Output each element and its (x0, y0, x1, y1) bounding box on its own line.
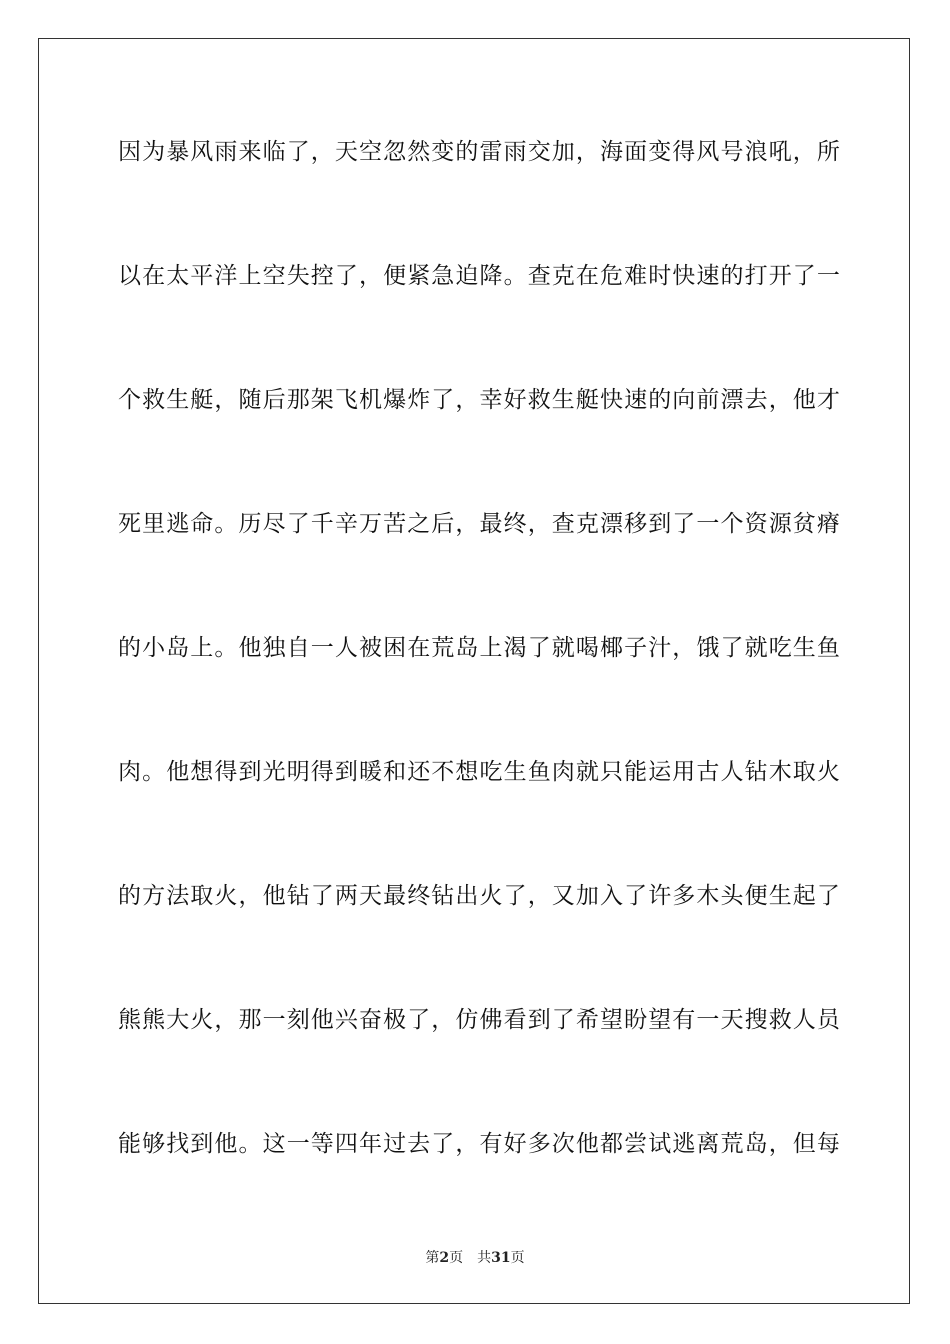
text-line-4: 死里逃命。历尽了千辛万苦之后，最终，查克漂移到了一个资源贫瘠 (118, 511, 841, 537)
text-line-5: 的小岛上。他独自一人被困在荒岛上渴了就喝椰子汁，饿了就吃生鱼 (118, 635, 841, 661)
text-line-3: 个救生艇，随后那架飞机爆炸了，幸好救生艇快速的向前漂去，他才 (118, 387, 841, 413)
total-suffix: 页 (510, 1250, 525, 1266)
page-number: 2 (439, 1250, 450, 1266)
page-prefix: 第 (425, 1250, 440, 1266)
text-line-7: 的方法取火，他钻了两天最终钻出火了，又加入了许多木头便生起了 (118, 883, 841, 909)
page-footer (0, 1247, 950, 1267)
text-line-6: 肉。他想得到光明得到暖和还不想吃生鱼肉就只能运用古人钻木取火 (118, 759, 841, 785)
document-body (118, 124, 841, 1240)
total-pages: 31 (491, 1250, 511, 1266)
text-line-9: 能够找到他。这一等四年过去了，有好多次他都尝试逃离荒岛，但每 (118, 1131, 841, 1157)
text-line-1: 因为暴风雨来临了，天空忽然变的雷雨交加，海面变得风号浪吼，所 (118, 139, 841, 165)
total-prefix: 共 (477, 1250, 492, 1266)
page-suffix: 页 (449, 1250, 464, 1266)
text-line-2: 以在太平洋上空失控了，便紧急迫降。查克在危难时快速的打开了一 (118, 263, 841, 289)
text-line-8: 熊熊大火，那一刻他兴奋极了，仿佛看到了希望盼望有一天搜救人员 (118, 1007, 841, 1033)
